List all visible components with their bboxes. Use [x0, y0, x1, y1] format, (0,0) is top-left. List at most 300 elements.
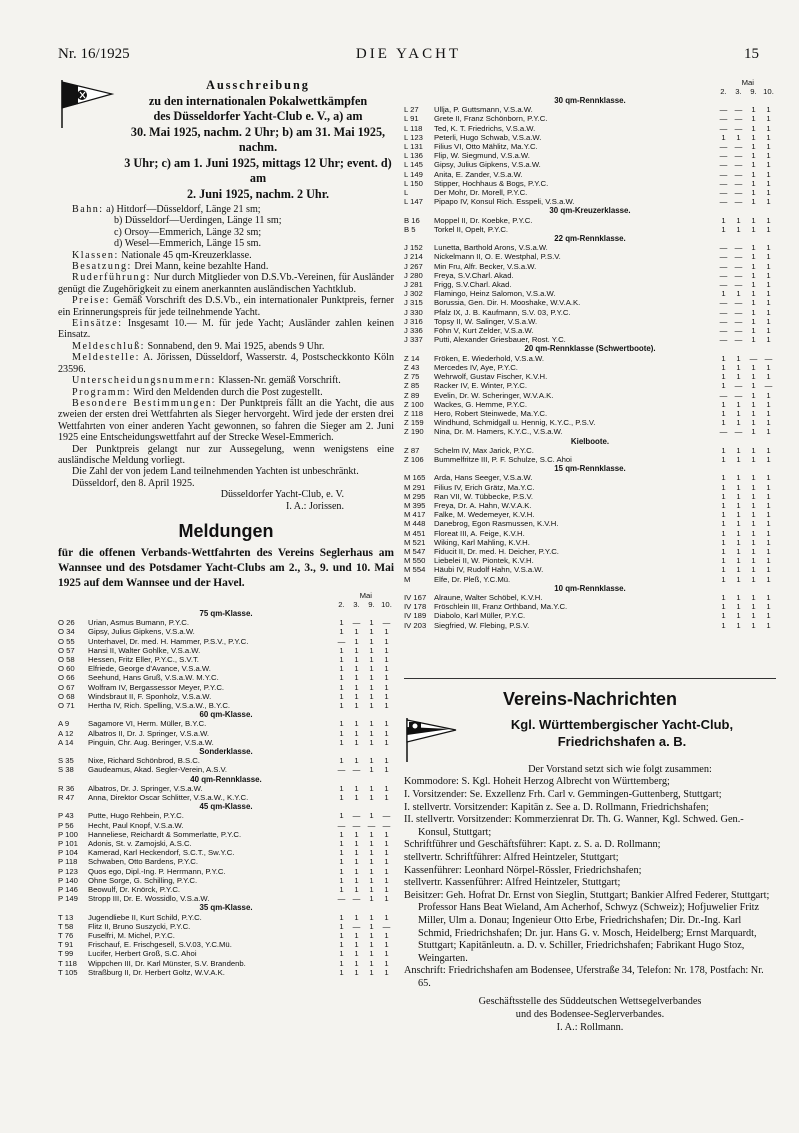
- race-entry-mark: —: [719, 261, 728, 271]
- yacht-owner-club: Kamerad, Karl Heckendorf, S.C.T., Sw.Y.C.: [88, 848, 235, 858]
- race-entry-mark: 1: [751, 326, 756, 336]
- yacht-owner-club: Nickelmann II, O. E. Westphal, P.S.V.: [434, 252, 561, 262]
- table-row: [58, 949, 394, 958]
- race-entry-mark: —: [719, 252, 728, 262]
- vereins-line: Kommodore: S. Kgl. Hoheit Herzog Albrecht von Württemberg;: [404, 776, 670, 788]
- race-entry-mark: 1: [751, 592, 756, 602]
- race-entry-mark: 1: [736, 519, 741, 529]
- race-entry-mark: 1: [339, 958, 344, 968]
- race-entry-mark: 1: [721, 454, 726, 464]
- announcement-paragraph: [58, 227, 394, 238]
- yacht-owner-club: Hessen, Fritz Eller, P.Y.C., S.V.T.: [88, 654, 199, 664]
- table-row: [58, 793, 394, 802]
- sail-number: L 150: [404, 178, 423, 188]
- race-entry-mark: 1: [369, 921, 374, 931]
- race-entry-mark: 1: [354, 967, 359, 977]
- yacht-owner-club: Stropp III, Dr. E. Wossidlo, V.S.a.W.: [88, 894, 210, 904]
- race-entry-mark: 1: [369, 701, 374, 710]
- race-entry-mark: 1: [751, 620, 756, 630]
- race-entry-mark: 1: [736, 528, 741, 538]
- table-row: [404, 565, 776, 574]
- day-column-label: 3.: [735, 87, 742, 96]
- table-row: [404, 335, 776, 344]
- race-entry-mark: 1: [736, 510, 741, 520]
- table-row: [404, 455, 776, 464]
- announcement-paragraph: [58, 261, 394, 272]
- race-entry-mark: 1: [339, 793, 344, 803]
- subtitle-line: 3 Uhr; c) am 1. Juni 1925, mittags 12 Uhr; event. d) am: [124, 155, 392, 185]
- yacht-owner-club: Straßburg II, Dr. Herbert Goltz, W.V.A.K.: [88, 967, 225, 977]
- race-entry-mark: 1: [384, 682, 389, 692]
- yacht-owner-club: Sagamore VI, Herm. Müller, B.Y.C.: [88, 719, 207, 729]
- yacht-owner-club: Hansi II, Walter Gohlke, V.S.a.W.: [88, 645, 201, 655]
- race-entry-mark: 1: [339, 682, 344, 692]
- class-heading: 30 qm-Rennklasse.: [554, 96, 626, 105]
- race-entry-mark: 1: [369, 654, 374, 664]
- race-entry-mark: —: [352, 820, 361, 830]
- section-divider: [404, 678, 776, 679]
- yacht-owner-club: Bummelfritze III, P. F. Schulze, S.C. Ahoi: [434, 454, 572, 464]
- race-entry-mark: 1: [354, 627, 359, 637]
- class-heading: 45 qm-Klasse.: [199, 802, 253, 812]
- race-entry-mark: 1: [339, 848, 344, 858]
- class-heading: 35 qm-Klasse.: [199, 903, 253, 913]
- day-column-label: 9.: [750, 87, 757, 96]
- race-entry-mark: 1: [369, 691, 374, 701]
- race-entry-mark: 1: [751, 188, 756, 198]
- table-row: [404, 400, 776, 409]
- class-heading: 10 qm-Rennklasse.: [554, 583, 626, 593]
- race-entry-mark: 1: [354, 737, 359, 747]
- table-row: [404, 446, 776, 455]
- yacht-owner-club: Freya, S.V.Charl. Akad.: [434, 270, 514, 280]
- sail-number: L: [404, 188, 409, 198]
- race-entry-mark: 1: [736, 482, 741, 492]
- race-entry-mark: —: [352, 894, 361, 904]
- yacht-owner-club: Racker IV, E. Winter, P.Y.C.: [434, 381, 527, 391]
- race-entry-mark: 1: [384, 636, 389, 646]
- sail-number: J 267: [404, 261, 423, 271]
- race-entry-mark: 1: [384, 737, 389, 747]
- race-entry-mark: 1: [751, 132, 756, 142]
- sail-number: M 295: [404, 491, 426, 501]
- table-row: [404, 280, 776, 289]
- race-entry-mark: —: [719, 335, 728, 345]
- table-row: [58, 637, 394, 646]
- table-row: [58, 959, 394, 968]
- sail-number: Z 100: [404, 399, 424, 409]
- race-entry-mark: 1: [736, 574, 741, 584]
- race-entry-mark: 1: [339, 940, 344, 950]
- race-entry-mark: 1: [354, 829, 359, 839]
- race-entry-mark: —: [719, 188, 728, 198]
- yacht-owner-club: Filius IV, Erich Grätz, Ma.Y.C.: [434, 482, 535, 492]
- race-entry-mark: 1: [369, 783, 374, 793]
- table-row: [404, 262, 776, 271]
- race-entry-mark: 1: [721, 362, 726, 372]
- paragraph-text: Insgesamt 10.— M. für jede Yacht; Ausländer zahlen keinen Einsatz.: [58, 318, 394, 341]
- paragraph-key: Meldestelle:: [72, 352, 140, 364]
- day-column-label: 10.: [381, 599, 392, 609]
- race-entry-mark: 1: [354, 673, 359, 683]
- race-entry-mark: 1: [369, 737, 374, 747]
- class-heading-row: [404, 464, 776, 473]
- yacht-owner-club: Min Fru, Alfr. Becker, V.S.a.W.: [434, 261, 537, 271]
- race-entry-mark: 1: [384, 866, 389, 876]
- day-columns: [58, 600, 394, 609]
- race-entry-mark: —: [337, 636, 346, 646]
- race-entry-mark: 1: [384, 967, 389, 977]
- subtitle-line: des Düsseldorfer Yacht-Club e. V., a) am: [153, 109, 363, 123]
- race-entry-mark: 1: [751, 482, 756, 492]
- yacht-owner-club: Windsbraut II, F. Sponholz, V.S.a.W.: [88, 691, 212, 701]
- yacht-owner-club: Torkel II, Opelt, P.Y.C.: [434, 224, 509, 234]
- yacht-owner-club: Quos ego, Dipl.-Ing. P. Herrmann, P.Y.C.: [88, 866, 226, 876]
- sail-number: T 105: [58, 967, 78, 977]
- race-entry-mark: 1: [354, 885, 359, 895]
- race-entry-mark: 1: [384, 875, 389, 885]
- race-entry-mark: 1: [736, 132, 741, 142]
- race-entry-mark: 1: [766, 574, 771, 584]
- race-entry-mark: —: [764, 381, 773, 391]
- race-entry-mark: —: [749, 353, 758, 363]
- paragraph-key: Besondere Bestimmungen:: [72, 397, 217, 409]
- race-entry-mark: 1: [354, 866, 359, 876]
- table-row: [58, 683, 394, 692]
- race-entry-mark: —: [734, 142, 743, 152]
- table-row: [404, 556, 776, 565]
- race-entry-mark: —: [734, 326, 743, 336]
- class-heading-row: [404, 344, 776, 353]
- yacht-owner-club: Fröschlein III, Franz Orthband, Ma.Y.C.: [434, 602, 568, 612]
- yacht-owner-club: Ullja, P. Guttsmann, V.S.a.W.: [434, 105, 533, 115]
- yacht-owner-club: Wippchen III, Dr. Karl Münster, S.V. Brandenb.: [88, 958, 246, 968]
- paragraph-key: Ruderführung:: [72, 272, 151, 284]
- race-entry-mark: 1: [339, 949, 344, 959]
- race-entry-mark: 1: [354, 691, 359, 701]
- race-entry-mark: 1: [369, 829, 374, 839]
- race-entry-mark: 1: [766, 114, 771, 124]
- race-entry-mark: 1: [766, 178, 771, 188]
- race-entry-mark: —: [734, 188, 743, 198]
- table-row: [404, 483, 776, 492]
- class-heading-row: [58, 775, 394, 784]
- table-row: [58, 940, 394, 949]
- yacht-owner-club: Flitz II, Bruno Suszycki, P.Y.C.: [88, 921, 191, 931]
- sail-number: M 451: [404, 528, 426, 538]
- yacht-owner-club: Siegfried, W. Flebing, P.S.V.: [434, 620, 530, 630]
- table-row: [58, 922, 394, 931]
- yacht-owner-club: Windhund, Schmidgall u. Hennig, K.Y.C., P.S.V.: [434, 418, 596, 428]
- yacht-owner-club: Freya, Dr. A. Hahn, W.V.A.K.: [434, 500, 532, 510]
- race-entry-mark: —: [719, 160, 728, 170]
- race-entry-mark: 1: [751, 427, 756, 437]
- race-entry-mark: 1: [766, 510, 771, 520]
- sail-number: P 146: [58, 885, 78, 895]
- race-entry-mark: 1: [721, 381, 726, 391]
- table-row: [58, 738, 394, 747]
- paragraph-text: Nationale 45 qm-Kreuzerklasse.: [118, 249, 252, 261]
- race-entry-mark: 1: [736, 353, 741, 363]
- day-column-label: 2.: [338, 599, 345, 609]
- race-entry-mark: 1: [339, 783, 344, 793]
- table-row: [404, 326, 776, 335]
- mai-label-right: Mai: [741, 78, 754, 87]
- sail-number: O 60: [58, 664, 75, 674]
- race-entry-mark: 1: [384, 783, 389, 793]
- race-entry-mark: —: [719, 390, 728, 400]
- left-column: [58, 78, 394, 1098]
- table-row: [404, 151, 776, 160]
- class-heading: 20 qm-Rennklasse (Schwertboote).: [524, 344, 656, 354]
- race-entry-mark: 1: [721, 224, 726, 234]
- race-entry-mark: 1: [384, 765, 389, 775]
- race-entry-mark: 1: [339, 645, 344, 655]
- race-entry-mark: —: [734, 178, 743, 188]
- left-entries-table: [58, 609, 394, 977]
- paragraph-text: Sonnabend, den 9. Mai 1925, abends 9 Uhr.: [144, 340, 325, 352]
- sail-number: L 136: [404, 151, 423, 161]
- race-entry-mark: 1: [384, 673, 389, 683]
- race-entry-mark: 1: [369, 673, 374, 683]
- race-entry-mark: 1: [766, 151, 771, 161]
- race-entry-mark: 1: [721, 482, 726, 492]
- race-entry-mark: 1: [384, 848, 389, 858]
- race-entry-mark: —: [382, 811, 391, 821]
- table-row: [58, 756, 394, 765]
- race-entry-mark: 1: [766, 537, 771, 547]
- table-row: [58, 618, 394, 627]
- yacht-owner-club: Peterli, Hugo Schwab, V.S.a.W.: [434, 132, 542, 142]
- race-entry-mark: 1: [766, 307, 771, 317]
- yacht-owner-club: Filius VI, Otto Mählitz, Ma.Y.C.: [434, 142, 538, 152]
- sail-number: Z 159: [404, 418, 424, 428]
- table-row: [58, 857, 394, 866]
- race-entry-mark: 1: [766, 482, 771, 492]
- sail-number: O 58: [58, 654, 75, 664]
- race-entry-mark: 1: [736, 556, 741, 566]
- race-entry-mark: 1: [339, 756, 344, 766]
- sail-number: M 165: [404, 473, 426, 483]
- yacht-owner-club: Adonis, St. v. Zamojski, A.S.C.: [88, 839, 192, 849]
- sail-number: L 147: [404, 197, 423, 207]
- sail-number: M 521: [404, 537, 426, 547]
- race-entry-mark: 1: [721, 132, 726, 142]
- yacht-owner-club: Flamingo, Heinz Salomon, V.S.a.W.: [434, 289, 556, 299]
- race-entry-mark: 1: [339, 866, 344, 876]
- paragraph-key: Besatzung:: [72, 261, 132, 273]
- yacht-owner-club: Albatros, Dr. J. Springer, V.S.a.W.: [88, 783, 203, 793]
- yacht-owner-club: Unterhavel, Dr. med. H. Hammer, P.S.V., P.Y.C.: [88, 636, 249, 646]
- race-entry-mark: 1: [766, 261, 771, 271]
- race-entry-mark: —: [719, 169, 728, 179]
- race-entry-mark: 1: [721, 418, 726, 428]
- table-row: [404, 492, 776, 501]
- sail-number: J 337: [404, 335, 423, 345]
- yacht-owner-club: Ted, K. T. Friedrichs, V.S.a.W.: [434, 123, 536, 133]
- sail-number: P 104: [58, 848, 78, 858]
- table-row: [404, 381, 776, 390]
- table-row: [404, 133, 776, 142]
- table-row: [404, 188, 776, 197]
- yacht-owner-club: Borussia, Gen. Dir. H. Mooshake, W.V.A.K.: [434, 298, 581, 308]
- sail-number: L 118: [404, 123, 423, 133]
- race-entry-mark: 1: [766, 298, 771, 308]
- table-row: [404, 519, 776, 528]
- sail-number: IV 167: [404, 592, 427, 602]
- race-entry-mark: —: [719, 197, 728, 207]
- sail-number: T 91: [58, 940, 74, 950]
- race-entry-mark: 1: [766, 197, 771, 207]
- race-entry-mark: —: [719, 316, 728, 326]
- race-entry-mark: 1: [751, 289, 756, 299]
- class-heading-row: [58, 710, 394, 719]
- race-entry-mark: 1: [354, 682, 359, 692]
- table-row: [404, 289, 776, 298]
- yacht-owner-club: Floreat III, A. Feige, K.V.H.: [434, 528, 525, 538]
- yacht-owner-club: Schwaben, Otto Bardens, P.Y.C.: [88, 857, 198, 867]
- race-entry-mark: 1: [339, 728, 344, 738]
- left-table-header: [58, 591, 394, 609]
- race-entry-mark: 1: [369, 793, 374, 803]
- race-entry-mark: 1: [751, 500, 756, 510]
- day-column-label: 9.: [368, 599, 375, 609]
- race-entry-mark: 1: [751, 178, 756, 188]
- race-entry-mark: 1: [721, 289, 726, 299]
- race-entry-mark: —: [382, 618, 391, 628]
- race-entry-mark: —: [719, 114, 728, 124]
- race-entry-mark: 1: [369, 756, 374, 766]
- yacht-owner-club: Albatros II, Dr. J. Springer, V.S.a.W.: [88, 728, 210, 738]
- day-column-label: 2.: [720, 87, 727, 96]
- class-heading-row: [404, 234, 776, 243]
- race-entry-mark: 1: [736, 491, 741, 501]
- race-entry-mark: 1: [369, 728, 374, 738]
- yacht-owner-club: Wackes, G. Hemme, P.Y.C.: [434, 399, 527, 409]
- race-entry-mark: 1: [369, 645, 374, 655]
- race-entry-mark: 1: [354, 783, 359, 793]
- paragraph-text: Düsseldorf, den 8. April 1925.: [72, 477, 195, 489]
- yacht-owner-club: Gipsy, Julius Gipkens, V.S.a.W.: [434, 160, 541, 170]
- sail-number: IV 189: [404, 611, 427, 621]
- day-columns-right: [404, 87, 776, 96]
- race-entry-mark: —: [382, 921, 391, 931]
- sail-number: O 34: [58, 627, 75, 637]
- class-heading-row: [58, 747, 394, 756]
- announcement-paragraph: [58, 478, 394, 489]
- race-entry-mark: 1: [751, 105, 756, 115]
- sail-number: P 149: [58, 894, 78, 904]
- race-entry-mark: 1: [736, 408, 741, 418]
- race-entry-mark: 1: [766, 454, 771, 464]
- announcement-paragraph: [58, 215, 394, 226]
- table-row: [404, 575, 776, 584]
- race-entry-mark: 1: [369, 967, 374, 977]
- class-heading: 60 qm-Klasse.: [199, 710, 253, 720]
- table-row: [404, 593, 776, 602]
- yacht-owner-club: Flip, W. Siegmund, V.S.a.W.: [434, 151, 530, 161]
- race-entry-mark: 1: [369, 636, 374, 646]
- class-heading-row: [404, 584, 776, 593]
- announcement-signature: [58, 489, 394, 512]
- race-entry-mark: 1: [766, 445, 771, 455]
- race-entry-mark: 1: [766, 390, 771, 400]
- table-row: [404, 529, 776, 538]
- race-entry-mark: 1: [354, 958, 359, 968]
- table-row: [404, 197, 776, 206]
- yacht-owner-club: Pinguin, Chr. Aug. Beringer, V.S.a.W.: [88, 737, 214, 747]
- table-row: [404, 354, 776, 363]
- race-entry-mark: 1: [369, 875, 374, 885]
- race-entry-mark: 1: [766, 602, 771, 612]
- table-row: [58, 867, 394, 876]
- race-entry-mark: 1: [766, 408, 771, 418]
- race-entry-mark: —: [734, 427, 743, 437]
- race-entry-mark: 1: [766, 418, 771, 428]
- race-entry-mark: 1: [721, 510, 726, 520]
- vereins-footer-line: und des Bodensee-Seglerverbandes.: [515, 1009, 665, 1021]
- paragraph-key: Unterscheidungsnummern:: [72, 375, 216, 387]
- race-entry-mark: 1: [751, 335, 756, 345]
- table-row: [58, 830, 394, 839]
- race-entry-mark: 1: [766, 620, 771, 630]
- paragraph-text: Wird den Meldenden durch die Post zugestellt.: [130, 386, 323, 398]
- yacht-owner-club: Elfriede, George d'Avance, V.S.a.W.: [88, 664, 211, 674]
- table-row: [404, 179, 776, 188]
- race-entry-mark: 1: [766, 280, 771, 290]
- race-entry-mark: 1: [751, 602, 756, 612]
- day-column-label: 10.: [763, 87, 774, 96]
- paragraph-text: Nur durch Mitglieder von D.S.Vb.-Vereinen, für Ausländer genügt die Zugehörigkeit zu einem anerkannten ausländischen Yachtklub.: [58, 272, 394, 295]
- race-entry-mark: 1: [384, 949, 389, 959]
- paragraph-text: Der Punktpreis fällt an die Yacht, die aus zweien der ersten drei Wettfahrten als Sieger hervorgeht. Wird jede der ersten drei Wettfahrten von einer anderen Yacht gewonnen, so fahren die Sieger am 2. Juni 1925 eine Entscheidungswettfahrt auf der Strecke Wesel-Emmerich.: [58, 397, 394, 444]
- table-row: [58, 811, 394, 820]
- table-row: [404, 363, 776, 372]
- race-entry-mark: 1: [766, 270, 771, 280]
- yacht-owner-club: Diabolo, Karl Müller, P.Y.C.: [434, 611, 526, 621]
- page-number: 15: [744, 46, 759, 62]
- table-row: [58, 839, 394, 848]
- vereins-line: Kassenführer: Leonhard Nörpel-Rössler, Friedrichshafen;: [404, 864, 642, 876]
- race-entry-mark: 1: [339, 921, 344, 931]
- race-entry-mark: 1: [766, 316, 771, 326]
- race-entry-mark: 1: [354, 839, 359, 849]
- club-title-line: Friedrichshafen a. B.: [557, 733, 687, 749]
- paragraph-text: Klassen-Nr. gemäß Vorschrift.: [215, 375, 341, 387]
- race-entry-mark: 1: [721, 353, 726, 363]
- race-entry-mark: 1: [369, 719, 374, 729]
- sail-number: Z 106: [404, 454, 424, 464]
- race-entry-mark: 1: [751, 399, 756, 409]
- club-block: [404, 716, 776, 764]
- sail-number: Z 89: [404, 390, 420, 400]
- race-entry-mark: 1: [736, 418, 741, 428]
- sail-number: J 316: [404, 316, 423, 326]
- yacht-owner-club: Nixe, Richard Schönbrod, B.S.C.: [88, 756, 200, 766]
- sail-number: M 291: [404, 482, 426, 492]
- race-entry-mark: 1: [766, 142, 771, 152]
- race-entry-mark: 1: [766, 362, 771, 372]
- race-entry-mark: 1: [766, 123, 771, 133]
- table-row: [58, 646, 394, 655]
- day-column-label: 3.: [353, 599, 360, 609]
- race-entry-mark: 1: [766, 500, 771, 510]
- paragraph-text: Drei Mann, keine bezahlte Hand.: [131, 261, 269, 273]
- sail-number: R 47: [58, 793, 75, 803]
- race-entry-mark: 1: [751, 611, 756, 621]
- sail-number: O 26: [58, 618, 75, 628]
- sail-number: J 315: [404, 298, 423, 308]
